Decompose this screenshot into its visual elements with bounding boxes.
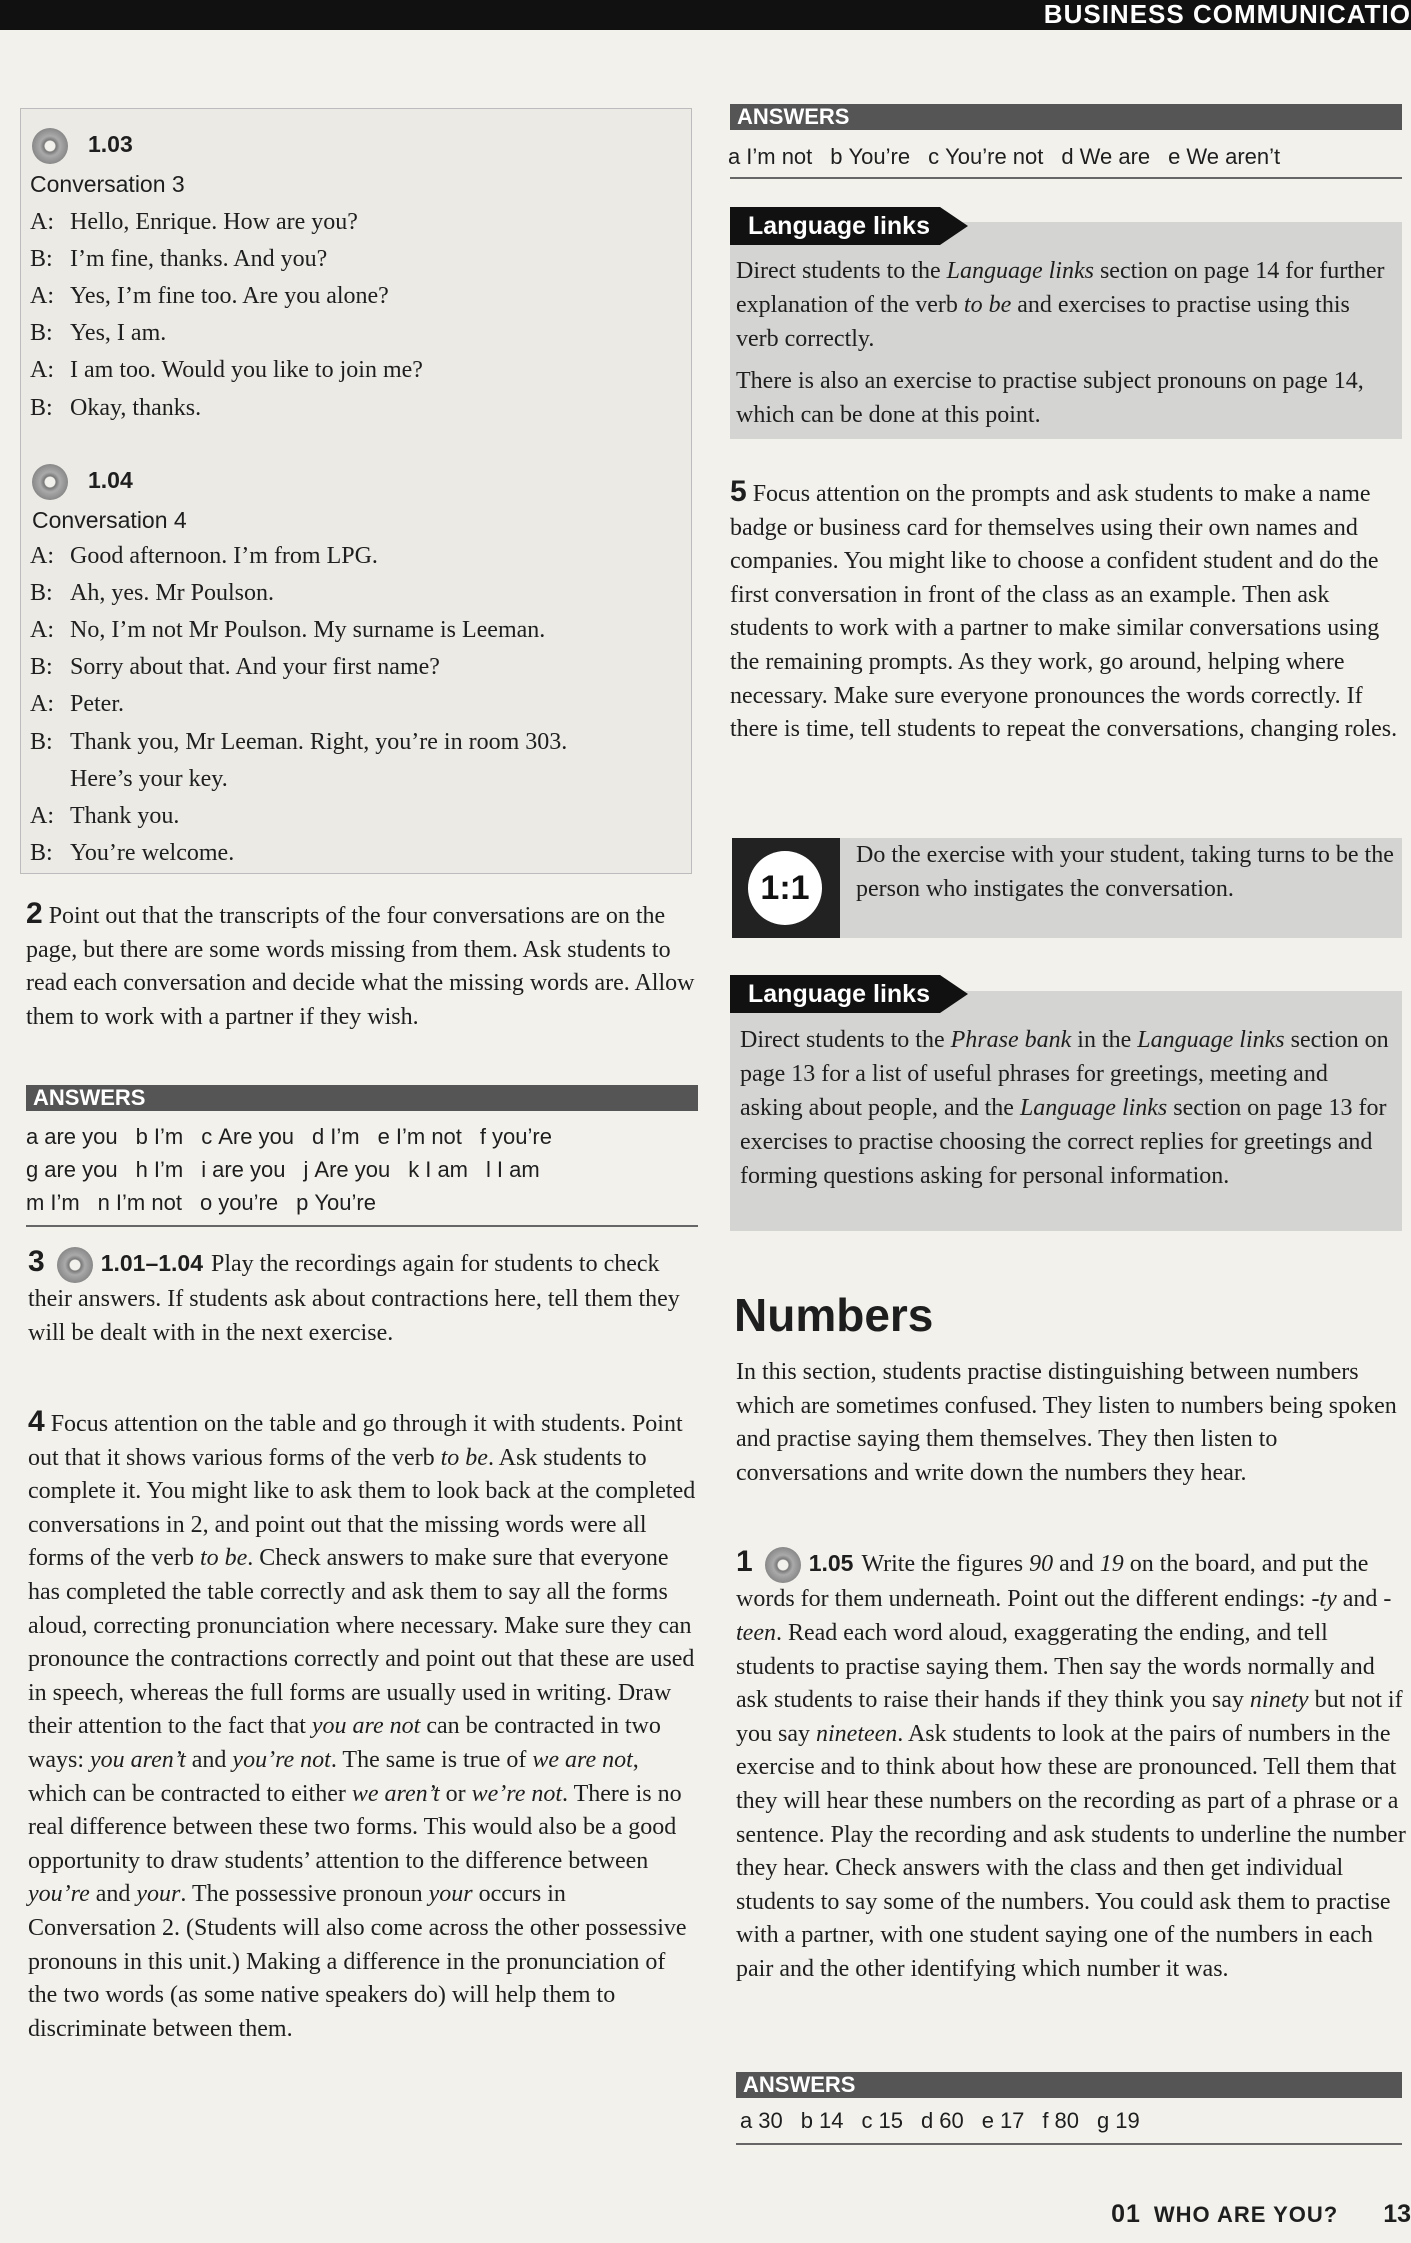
answer-item: [378, 1124, 462, 1149]
speaker-label: B:: [30, 728, 53, 755]
transcript-line: [30, 612, 545, 648]
transcript-line: [30, 204, 358, 240]
one-to-one-box: [732, 838, 1402, 938]
answer-letter: l: [486, 1157, 491, 1182]
transcript-line: [30, 538, 378, 574]
answer-letter: g: [26, 1157, 39, 1182]
speaker-label: B:: [30, 246, 53, 273]
answer-value: I’m: [153, 1157, 184, 1182]
answer-value: Are you: [218, 1124, 295, 1149]
transcript-line: [30, 241, 327, 277]
language-links-text: There is also an exercise to practise subject pronouns on page 14, which can be done at this point.: [736, 368, 1364, 428]
step-3: [28, 1245, 700, 1351]
answer-item: [740, 2108, 783, 2133]
answer-item: [26, 1190, 80, 1215]
step-text: Focus attention on the table and go through it with students. Point out that it shows various forms of the verb to be. Ask students to complete it. You might like to ask them to look back at the completed conversations in 2, and point out that the missing words were all forms of the verb to be. Check answers to make sure that everyone has completed the table correctly and ask them to say all the forms aloud, correcting pronunciation where necessary. Make sure they can pronounce the contractions correctly and point out that these are used in speech, whereas the full forms are usually used in writing. Draw their attention to the fact that you are not can be contracted in two ways: you aren’t and you’re not. The same is true of we are not, which can be contracted to either we aren’t or we’re not. There is no real difference between these two forms. This would also be a good opportunity to draw students’ attention to the difference between you’re and your. The possessive pronoun your occurs in Conversation 2. (Students will also come across the other possessive pronouns in this unit.) Making a difference in the pronunciation of the two words (as some native speakers do) will help them to discriminate between them.: [28, 1411, 696, 2042]
speaker-label: B:: [30, 654, 53, 681]
answer-item: [201, 1124, 294, 1149]
running-header-title: BUSINESS COMMUNICATIO: [1043, 0, 1411, 29]
step-2: [26, 897, 698, 1034]
divider: [730, 177, 1402, 179]
answer-letter: d: [920, 2108, 934, 2133]
answer-item: [928, 144, 1043, 169]
line-text: Thank you, Mr Leeman. Right, you’re in room 303.: [70, 728, 568, 755]
answer-item: [480, 1124, 552, 1149]
answer-value: You’re: [314, 1190, 376, 1215]
answer-item: [136, 1157, 184, 1182]
step-number: 5: [730, 475, 747, 508]
language-links-label: Language links: [748, 980, 930, 1008]
transcript-line: [30, 352, 423, 388]
speaker-label: B:: [30, 320, 53, 347]
answer-letter: m: [26, 1190, 45, 1215]
numbers-step-1: [736, 1545, 1406, 1987]
answer-value: I’m: [50, 1190, 80, 1215]
answer-value: You’re: [848, 144, 911, 169]
speaker-label: A:: [30, 357, 54, 384]
one-to-one-label: 1:1: [760, 869, 810, 907]
answer-letter: b: [135, 1124, 148, 1149]
answer-item: [486, 1157, 540, 1182]
answers-row: [26, 1186, 394, 1219]
answer-item: [408, 1157, 468, 1182]
line-text: Yes, I am.: [70, 320, 167, 347]
answers-row: [26, 1153, 558, 1186]
transcript-line: [30, 835, 234, 871]
speaker-label: A:: [30, 209, 54, 235]
divider: [26, 1225, 698, 1227]
line-text: Yes, I’m fine too. Are you alone?: [70, 283, 389, 310]
answers-row: [26, 1120, 570, 1153]
unit-title: WHO ARE YOU?: [1153, 2202, 1339, 2227]
line-text: No, I’m not Mr Poulson. My surname is Leeman.: [70, 617, 546, 644]
answer-value: you’re: [492, 1124, 552, 1149]
track-number: 1.01–1.04: [100, 1250, 204, 1276]
one-to-one-badge: [732, 838, 840, 938]
line-text: Okay, thanks.: [70, 394, 202, 421]
answer-letter: k: [408, 1157, 420, 1182]
answers-bar: [736, 2072, 1402, 2098]
answer-letter: o: [199, 1190, 213, 1215]
answer-value: 30: [758, 2108, 783, 2133]
line-text: I am too. Would you like to join me?: [70, 357, 423, 384]
track-number: 1.04: [88, 467, 133, 493]
answers-label: ANSWERS: [737, 104, 850, 129]
answer-value: Are you: [314, 1157, 391, 1182]
answer-value: are you: [212, 1157, 286, 1182]
answer-value: I’m: [330, 1124, 360, 1149]
step-number: 3: [28, 1245, 45, 1278]
answer-item: [26, 1124, 118, 1149]
answer-letter: e: [981, 2108, 994, 2133]
line-text: Ah, yes. Mr Poulson.: [70, 580, 275, 607]
answer-item: [861, 2108, 902, 2133]
answer-value: I’m not: [746, 144, 813, 169]
line-text: I’m fine, thanks. And you?: [70, 246, 328, 273]
answer-item: [136, 1124, 184, 1149]
answer-item: [1061, 144, 1150, 169]
line-text: You’re welcome.: [70, 839, 235, 866]
one-to-one-text: Do the exercise with your student, taking turns to be the person who instigates the conversation.: [856, 842, 1394, 902]
speaker-label: B:: [30, 394, 53, 421]
running-header: [0, 0, 1411, 30]
answer-letter: n: [97, 1190, 110, 1215]
conversation-heading: Conversation 4: [32, 507, 187, 533]
step-5: [730, 475, 1402, 747]
step-number: 1: [736, 1545, 753, 1578]
step-text: Point out that the transcripts of the four conversations are on the page, but there are some words missing from them. Ask students to read each conversation and decide what the missing words are. Allow them to work with a partner if they wish.: [26, 903, 695, 1030]
answer-value: 19: [1115, 2108, 1140, 2133]
track-number: 1.03: [88, 131, 133, 157]
page-number: 13: [1383, 2200, 1411, 2228]
line-text: Sorry about that. And your first name?: [70, 654, 440, 681]
line-text: Thank you.: [70, 802, 180, 829]
step-number: 2: [26, 897, 43, 930]
divider: [736, 2143, 1402, 2145]
answer-item: [1168, 144, 1280, 169]
answer-item: [830, 144, 910, 169]
transcript-line: [30, 761, 228, 797]
answer-letter: a: [740, 2108, 753, 2133]
answer-item: [304, 1157, 391, 1182]
language-links-tab: [730, 975, 968, 1013]
step-number: 4: [28, 1405, 45, 1438]
unit-number: 01: [1111, 2200, 1141, 2228]
conversation-heading: Conversation 3: [30, 171, 185, 197]
answer-letter: e: [1168, 144, 1181, 169]
answer-letter: c: [201, 1124, 213, 1149]
answers-bar: [26, 1085, 698, 1111]
answer-value: I am: [496, 1157, 540, 1182]
answer-value: I’m: [153, 1124, 184, 1149]
answer-item: [1042, 2108, 1079, 2133]
transcript-line: [30, 724, 567, 760]
answer-letter: b: [830, 144, 843, 169]
answer-value: are you: [44, 1157, 118, 1182]
speaker-label: A:: [30, 802, 54, 829]
answer-letter: d: [312, 1124, 325, 1149]
answer-letter: f: [1042, 2108, 1049, 2133]
line-text: Here’s your key.: [70, 765, 228, 792]
answer-item: [201, 1157, 285, 1182]
speaker-label: A:: [30, 691, 54, 718]
answer-item: [312, 1124, 360, 1149]
step-text: Write the figures 90 and 19 on the board, and put the words for them underneath. Point out the different endings: -ty and -teen. Read each word aloud, exaggerating the ending, and tell students to practise saying them. Then say the words normally and ask students to raise their hands if they think you say ninety but not if you say nineteen. Ask students to look at the pairs of numbers in the exercise and to think about how these are pronounced. Tell them that they will hear these numbers on the recording as part of a phrase or a sentence. Play the recording and ask students to underline the number they hear. Check answers with the class and then get individual students to say some of the numbers. You could ask them to practise with a partner, with one student saying one of the numbers in each pair and the other identifying which number it was.: [736, 1551, 1406, 1983]
answer-letter: p: [296, 1190, 309, 1215]
answer-item: [98, 1190, 182, 1215]
answer-value: I am: [425, 1157, 469, 1182]
answer-letter: a: [728, 144, 741, 169]
answers-label: ANSWERS: [743, 2072, 856, 2097]
cd-icon: [32, 128, 68, 164]
section-intro: In this section, students practise distinguishing between numbers which are sometimes confused. They listen to numbers being spoken and practise saying them themselves. They then listen to conversations and write down the numbers they hear.: [736, 1359, 1397, 1486]
answers-bar: [730, 104, 1402, 130]
answer-value: I’m not: [115, 1190, 182, 1215]
cd-icon: [32, 464, 68, 500]
transcript-line: [30, 278, 389, 314]
answer-letter: e: [377, 1124, 390, 1149]
cd-icon: [765, 1547, 801, 1583]
answer-letter: c: [861, 2108, 873, 2133]
answer-value: You’re not: [945, 144, 1044, 169]
answer-value: 14: [818, 2108, 844, 2133]
answer-item: [200, 1190, 278, 1215]
answer-item: [921, 2108, 964, 2133]
answer-item: [801, 2108, 844, 2133]
transcript-line: [30, 575, 274, 611]
transcript-line: [30, 649, 440, 685]
answers-row: [740, 2104, 1158, 2137]
answer-letter: a: [26, 1124, 39, 1149]
cd-icon: [57, 1247, 93, 1283]
answer-letter: h: [135, 1157, 148, 1182]
language-links-text: Direct students to the Phrase bank in the Language links section on page 13 for a list of useful phrases for greetings, meeting and asking about people, and the Language links section on page 13 for exercises to practise choosing the correct replies for greetings and forming questions asking for personal information.: [740, 1027, 1389, 1189]
speaker-label: B:: [30, 839, 53, 866]
answer-value: We are: [1079, 144, 1151, 169]
answer-item: [982, 2108, 1025, 2133]
line-text: Peter.: [70, 691, 124, 718]
answer-letter: f: [479, 1124, 487, 1149]
answer-letter: j: [303, 1157, 309, 1182]
answer-value: 60: [939, 2108, 964, 2133]
answer-letter: d: [1061, 144, 1074, 169]
speaker-label: A:: [30, 617, 54, 644]
answer-value: 17: [999, 2108, 1025, 2133]
answer-value: you’re: [218, 1190, 279, 1215]
line-text: Hello, Enrique. How are you?: [70, 209, 358, 235]
answer-value: We aren’t: [1186, 144, 1281, 169]
answer-value: I’m not: [395, 1124, 462, 1149]
transcript-line: [30, 390, 201, 426]
step-4: [28, 1405, 698, 2046]
answer-item: [26, 1157, 118, 1182]
answer-letter: c: [928, 144, 940, 169]
page-footer: [1111, 2200, 1411, 2229]
answer-letter: b: [800, 2108, 813, 2133]
speaker-label: A:: [30, 543, 54, 569]
answer-value: 80: [1054, 2108, 1080, 2133]
answer-item: [296, 1190, 376, 1215]
language-links-label: Language links: [748, 212, 930, 240]
answer-letter: g: [1097, 2108, 1110, 2133]
answers-row: [728, 140, 1298, 173]
language-links-tab: [730, 207, 968, 245]
answer-item: [1097, 2108, 1140, 2133]
transcript-line: [30, 686, 124, 722]
speaker-label: A:: [30, 283, 54, 310]
language-links-text: Direct students to the Language links section on page 14 for further explanation of the verb to be and exercises to practise using this verb correctly.: [736, 258, 1385, 352]
step-text: Focus attention on the prompts and ask students to make a name badge or business card for themselves using their own names and companies. You might like to choose a confident student and do the first conversation in front of the class as an example. Then ask students to work with a partner to make similar conversations using the remaining prompts. As they work, go around, helping where necessary. Make sure everyone pronounces the words correctly. If there is time, tell students to repeat the conversations, changing roles.: [730, 481, 1398, 743]
speaker-label: B:: [30, 580, 53, 607]
answer-letter: i: [201, 1157, 207, 1182]
section-title: Numbers: [734, 1289, 934, 1341]
line-text: Good afternoon. I’m from LPG.: [70, 543, 378, 569]
answer-value: are you: [44, 1124, 118, 1149]
transcript-line: [30, 315, 166, 351]
step-text: Play the recordings again for students to check their answers. If students ask about contractions here, tell them they will be dealt with in the next exercise.: [28, 1251, 680, 1347]
answer-value: 15: [878, 2108, 903, 2133]
track-number: 1.05: [808, 1550, 854, 1576]
transcript-line: [30, 798, 179, 834]
answer-item: [728, 144, 812, 169]
answers-label: ANSWERS: [33, 1085, 146, 1110]
